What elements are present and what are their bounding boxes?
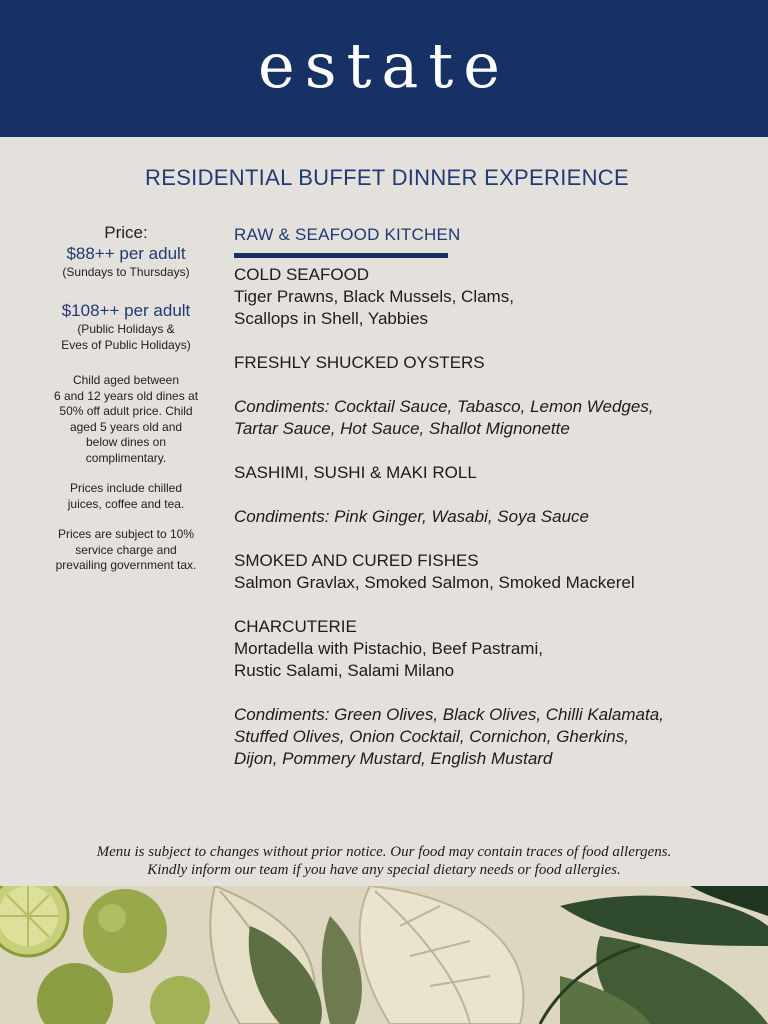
adult-holiday-price: $108++ per adult [61,301,191,320]
pricing-column [20,222,232,574]
section-underline [234,253,448,258]
menu-heading: COLD SEAFOOD [234,265,370,284]
child-pricing-note: Child aged between 6 and 12 years old dines at 50% off adult price. Child aged 5 years old and below dines on complimentary. [53,373,199,465]
condiments-line: Tartar Sauce, Hot Sauce, Shallot Mignonette [234,419,570,438]
menu-line: Rustic Salami, Salami Milano [234,661,455,680]
botanical-illustration [0,886,768,1024]
menu-heading: CHARCUTERIE [234,617,357,636]
condiments-line: Dijon, Pommery Mustard, English Mustard [234,749,553,768]
section-title: RAW & SEAFOOD KITCHEN [234,225,461,244]
menu-line: Scallops in Shell, Yabbies [234,309,429,328]
adult-holiday-note: Eves of Public Holidays) [61,338,191,352]
menu-heading: SASHIMI, SUSHI & MAKI ROLL [234,463,477,482]
adult-holiday-note: (Public Holidays & [77,322,175,336]
header-banner [0,0,768,137]
condiments-line: Condiments: Green Olives, Black Olives, Chilli Kalamata, [234,705,664,724]
leaves-illustration [0,886,768,1024]
condiments-line: Stuffed Olives, Onion Cocktail, Cornichon, Gherkins, [234,727,629,746]
menu-column [234,224,754,770]
tax-note: Prices are subject to 10% service charge and prevailing government tax. [55,527,197,572]
page-title: RESIDENTIAL BUFFET DINNER EXPERIENCE [145,165,629,190]
menu-line: Tiger Prawns, Black Mussels, Clams, [234,287,514,306]
brand-logo: estate [258,29,510,102]
allergen-disclaimer: Menu is subject to changes without prior notice. Our food may contain traces of food allergens. Kindly inform our team if you have any special dietary needs or food allergies. [96,844,672,878]
adult-weekday-note: (Sundays to Thursdays) [62,265,190,279]
menu-heading: SMOKED AND CURED FISHES [234,551,479,570]
inclusion-note: Prices include chilled juices, coffee and tea. [67,481,185,511]
adult-weekday-price: $88++ per adult [66,244,186,263]
condiments-line: Condiments: Cocktail Sauce, Tabasco, Lemon Wedges, [234,397,654,416]
menu-heading: FRESHLY SHUCKED OYSTERS [234,353,485,372]
price-label: Price: [104,223,148,242]
menu-line: Salmon Gravlax, Smoked Salmon, Smoked Mackerel [234,573,635,592]
menu-line: Mortadella with Pistachio, Beef Pastrami, [234,639,543,658]
condiments-line: Condiments: Pink Ginger, Wasabi, Soya Sauce [234,507,589,526]
